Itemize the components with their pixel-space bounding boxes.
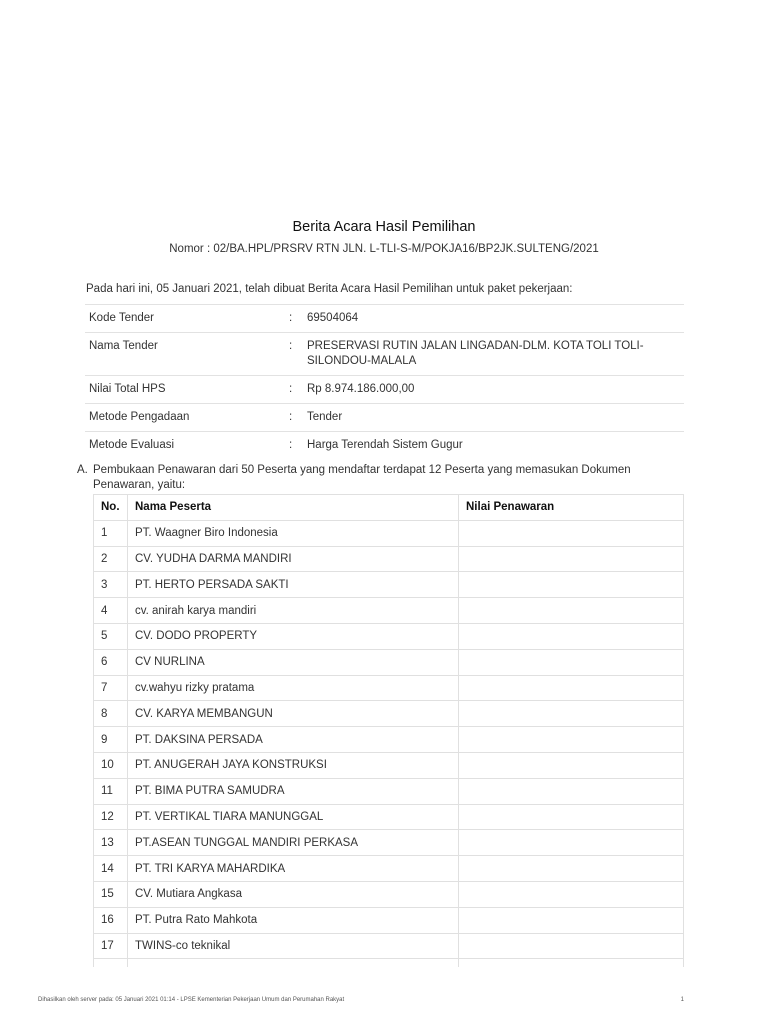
- info-value: 69504064: [303, 305, 684, 333]
- cell-no: 6: [94, 649, 128, 675]
- table-row: [94, 675, 684, 701]
- cell-nama-peserta: CV. KARYA MEMBANGUN: [128, 701, 459, 727]
- cell-nama-peserta: CV. DODO PROPERTY: [128, 623, 459, 649]
- cell-no: 11: [94, 778, 128, 804]
- cell-no: 3: [94, 572, 128, 598]
- cell-nilai-penawaran: [459, 804, 684, 830]
- cell-no: 12: [94, 804, 128, 830]
- table-header-row: [94, 495, 684, 521]
- info-row: [85, 404, 684, 432]
- page-footer: [38, 997, 684, 1003]
- cell-nama-peserta: CV NURLINA: [128, 649, 459, 675]
- cell-nama-peserta: cv. anirah karya mandiri: [128, 598, 459, 624]
- cell-no: 10: [94, 752, 128, 778]
- empty-cell: [94, 959, 128, 968]
- table-row: [94, 520, 684, 546]
- header-no: No.: [94, 495, 128, 521]
- cell-nama-peserta: PT. ANUGERAH JAYA KONSTRUKSI: [128, 752, 459, 778]
- cell-nilai-penawaran: [459, 649, 684, 675]
- cell-nilai-penawaran: [459, 752, 684, 778]
- table-row: [94, 649, 684, 675]
- header-nilai-penawaran: Nilai Penawaran: [459, 495, 684, 521]
- info-separator: :: [289, 376, 303, 404]
- info-label: Metode Evaluasi: [85, 432, 289, 460]
- info-separator: :: [289, 404, 303, 432]
- participants-body: [94, 520, 684, 967]
- info-label: Nilai Total HPS: [85, 376, 289, 404]
- cell-nilai-penawaran: [459, 546, 684, 572]
- cell-nama-peserta: PT. Putra Rato Mahkota: [128, 907, 459, 933]
- info-value: Rp 8.974.186.000,00: [303, 376, 684, 404]
- info-value: PRESERVASI RUTIN JALAN LINGADAN-DLM. KOTA TOLI TOLI-SILONDOU-MALALA: [303, 333, 684, 376]
- table-row: [94, 933, 684, 959]
- info-row: [85, 432, 684, 460]
- page-number: 1: [680, 997, 684, 1003]
- cell-no: 7: [94, 675, 128, 701]
- section-letter: A.: [77, 464, 88, 476]
- cell-no: 17: [94, 933, 128, 959]
- cell-nilai-penawaran: [459, 701, 684, 727]
- cell-nilai-penawaran: [459, 830, 684, 856]
- table-row: [94, 830, 684, 856]
- cell-nama-peserta: PT. HERTO PERSADA SAKTI: [128, 572, 459, 598]
- cell-no: 8: [94, 701, 128, 727]
- info-separator: :: [289, 432, 303, 460]
- cell-nilai-penawaran: [459, 623, 684, 649]
- cell-nama-peserta: PT. TRI KARYA MAHARDIKA: [128, 856, 459, 882]
- cell-no: 9: [94, 727, 128, 753]
- empty-cell: [459, 959, 684, 968]
- table-row: [94, 546, 684, 572]
- cell-nilai-penawaran: [459, 778, 684, 804]
- table-row: [94, 778, 684, 804]
- table-row: [94, 752, 684, 778]
- footer-text: Dihasilkan oleh server pada: 05 Januari 2021 01:14 - LPSE Kementerian Pekerjaan Umum dan Perumahan Rakyat: [38, 997, 345, 1003]
- info-value: Tender: [303, 404, 684, 432]
- cell-nilai-penawaran: [459, 572, 684, 598]
- cell-nama-peserta: PT. Waagner Biro Indonesia: [128, 520, 459, 546]
- cell-nilai-penawaran: [459, 598, 684, 624]
- info-separator: :: [289, 333, 303, 376]
- document-title: Berita Acara Hasil Pemilihan: [292, 219, 476, 235]
- cell-nama-peserta: cv.wahyu rizky pratama: [128, 675, 459, 701]
- table-row: [94, 701, 684, 727]
- cell-nilai-penawaran: [459, 881, 684, 907]
- cell-no: 4: [94, 598, 128, 624]
- cell-no: 16: [94, 907, 128, 933]
- info-label: Metode Pengadaan: [85, 404, 289, 432]
- section-text-line1: Pembukaan Penawaran dari 50 Peserta yang mendaftar terdapat 12 Peserta yang memasukan Dokumen: [93, 464, 631, 476]
- table-row: [94, 623, 684, 649]
- cell-nilai-penawaran: [459, 520, 684, 546]
- cell-no: 1: [94, 520, 128, 546]
- intro-text: Pada hari ini, 05 Januari 2021, telah dibuat Berita Acara Hasil Pemilihan untuk paket pekerjaan:: [86, 283, 573, 295]
- section-a: [77, 463, 677, 493]
- info-value: Harga Terendah Sistem Gugur: [303, 432, 684, 460]
- cell-no: 13: [94, 830, 128, 856]
- cell-nama-peserta: PT. BIMA PUTRA SAMUDRA: [128, 778, 459, 804]
- cell-no: 2: [94, 546, 128, 572]
- info-label: Kode Tender: [85, 305, 289, 333]
- cell-nama-peserta: CV. YUDHA DARMA MANDIRI: [128, 546, 459, 572]
- info-label: Nama Tender: [85, 333, 289, 376]
- document-number: Nomor : 02/BA.HPL/PRSRV RTN JLN. L-TLI-S-M/POKJA16/BP2JK.SULTENG/2021: [169, 243, 599, 255]
- header-nama-peserta: Nama Peserta: [128, 495, 459, 521]
- cell-nilai-penawaran: [459, 933, 684, 959]
- cell-nama-peserta: PT.ASEAN TUNGGAL MANDIRI PERKASA: [128, 830, 459, 856]
- cell-nama-peserta: PT. VERTIKAL TIARA MANUNGGAL: [128, 804, 459, 830]
- table-row: [94, 881, 684, 907]
- cell-nilai-penawaran: [459, 727, 684, 753]
- cell-no: 14: [94, 856, 128, 882]
- table-row: [94, 856, 684, 882]
- table-row-continued: [94, 959, 684, 968]
- cell-nama-peserta: TWINS-co teknikal: [128, 933, 459, 959]
- participants-table: [93, 494, 684, 967]
- cell-nilai-penawaran: [459, 856, 684, 882]
- info-row: [85, 376, 684, 404]
- table-row: [94, 598, 684, 624]
- info-separator: :: [289, 305, 303, 333]
- table-row: [94, 804, 684, 830]
- section-text-line2: Penawaran, yaitu:: [93, 479, 186, 491]
- info-row: [85, 305, 684, 333]
- tender-info-table: [85, 304, 684, 459]
- cell-nama-peserta: CV. Mutiara Angkasa: [128, 881, 459, 907]
- info-row: [85, 333, 684, 376]
- cell-nilai-penawaran: [459, 675, 684, 701]
- empty-cell: [128, 959, 459, 968]
- table-row: [94, 727, 684, 753]
- table-row: [94, 907, 684, 933]
- cell-no: 5: [94, 623, 128, 649]
- cell-nilai-penawaran: [459, 907, 684, 933]
- cell-no: 15: [94, 881, 128, 907]
- table-row: [94, 572, 684, 598]
- cell-nama-peserta: PT. DAKSINA PERSADA: [128, 727, 459, 753]
